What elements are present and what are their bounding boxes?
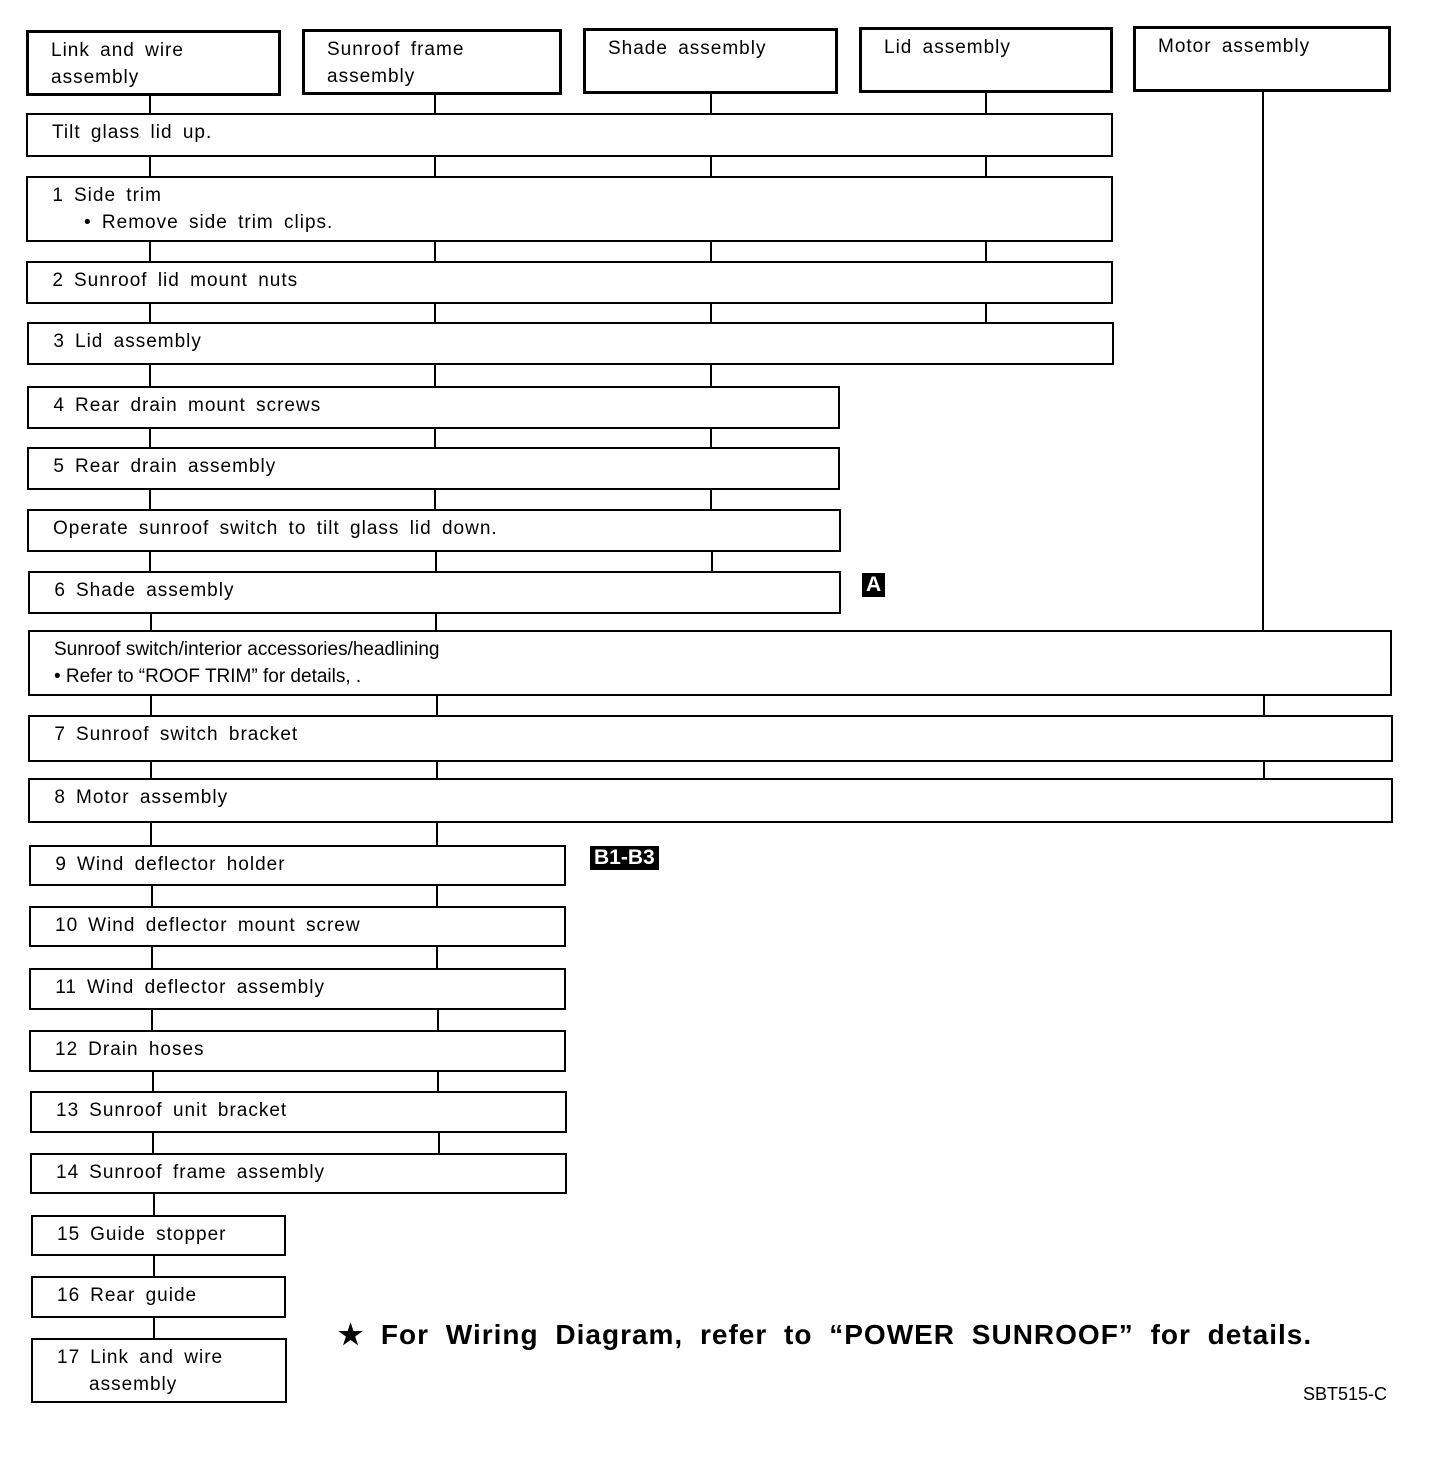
step-motor-assembly <box>28 778 1393 823</box>
step-sunroof-unit-bracket <box>30 1091 567 1133</box>
header-lid-assembly <box>859 27 1113 93</box>
reference-tag-a: A <box>862 573 885 597</box>
step-label: Rear guide <box>90 1285 198 1306</box>
step-sub-note: • Remove side trim clips. <box>84 212 334 233</box>
header-label: Link and wire <box>51 40 184 61</box>
step-lid-assembly <box>27 322 1114 365</box>
header-link-and-wire-assembly <box>26 30 281 96</box>
step-sub-note: assembly <box>89 1374 178 1395</box>
header-sunroof-frame-assembly <box>302 29 562 95</box>
step-number: 15 <box>57 1224 81 1245</box>
step-drain-hoses <box>29 1030 566 1072</box>
step-number: 6 <box>54 580 66 601</box>
step-number: 10 <box>55 915 79 936</box>
step-label: Wind deflector holder <box>77 854 286 875</box>
wiring-diagram-footnote: ★ For Wiring Diagram, refer to “POWER SUNROOF” for details. <box>338 1319 1313 1350</box>
step-sub-note: • Refer to “ROOF TRIM” for details, . <box>54 666 362 687</box>
header-label: Shade assembly <box>608 38 767 59</box>
step-rear-drain-assembly <box>27 447 840 490</box>
step-side-trim <box>26 176 1113 242</box>
step-label: Operate sunroof switch to tilt glass lid down. <box>53 518 498 539</box>
step-label: Lid assembly <box>75 331 202 352</box>
step-number: 4 <box>53 395 65 416</box>
step-label: Wind deflector mount screw <box>88 915 361 936</box>
step-number: 14 <box>56 1162 80 1183</box>
step-number: 16 <box>57 1285 81 1306</box>
step-label: Tilt glass lid up. <box>52 122 213 143</box>
step-number: 2 <box>52 270 64 291</box>
step-shade-assembly <box>28 571 841 614</box>
step-number: 8 <box>54 787 66 808</box>
step-label: Rear drain mount screws <box>75 395 322 416</box>
step-label: Shade assembly <box>76 580 235 601</box>
step-link-and-wire-assembly <box>31 1338 287 1403</box>
step-sunroof-switch-headlining <box>28 630 1392 696</box>
step-label: Motor assembly <box>76 787 229 808</box>
header-label: Lid assembly <box>884 37 1011 58</box>
step-label: Guide stopper <box>90 1224 227 1245</box>
figure-code: SBT515-C <box>1303 1384 1388 1404</box>
step-label: Rear drain assembly <box>75 456 277 477</box>
header-label: assembly <box>327 66 416 87</box>
step-label: Drain hoses <box>88 1039 205 1060</box>
step-label: Sunroof switch bracket <box>76 724 299 745</box>
step-label: Sunroof unit bracket <box>89 1100 288 1121</box>
step-rear-drain-mount-screws <box>27 386 840 429</box>
step-number: 12 <box>55 1039 79 1060</box>
step-label: Sunroof frame assembly <box>89 1162 326 1183</box>
step-tilt-glass-lid-up <box>26 113 1113 157</box>
step-label: Wind deflector assembly <box>87 977 325 998</box>
step-label: Side trim <box>74 185 162 206</box>
step-wind-deflector-mount-screw <box>29 906 566 947</box>
step-number: 7 <box>54 724 66 745</box>
header-label: Sunroof frame <box>327 39 465 60</box>
step-label: Link and wire <box>90 1347 224 1368</box>
step-rear-guide <box>31 1276 286 1318</box>
step-guide-stopper <box>31 1215 286 1256</box>
step-wind-deflector-holder <box>29 845 566 886</box>
step-number: 13 <box>56 1100 80 1121</box>
header-label: assembly <box>51 67 140 88</box>
step-number: 17 <box>57 1347 81 1368</box>
step-wind-deflector-assembly <box>29 968 566 1010</box>
step-number: 9 <box>55 854 67 875</box>
header-label: Motor assembly <box>1158 36 1311 57</box>
step-sunroof-lid-mount-nuts <box>26 261 1113 304</box>
header-shade-assembly <box>583 28 838 94</box>
step-sunroof-frame-assembly <box>30 1153 567 1194</box>
step-label: Sunroof lid mount nuts <box>74 270 299 291</box>
reference-tag-b1-b3: B1-B3 <box>590 846 659 870</box>
header-motor-assembly <box>1133 26 1391 92</box>
step-sunroof-switch-bracket <box>28 715 1393 762</box>
step-number: 3 <box>53 331 65 352</box>
step-number: 11 <box>55 977 77 998</box>
step-number: 1 <box>52 185 64 206</box>
step-tilt-glass-lid-down <box>27 509 841 552</box>
step-label: Sunroof switch/interior accessories/headlining <box>54 639 440 660</box>
step-number: 5 <box>53 456 65 477</box>
